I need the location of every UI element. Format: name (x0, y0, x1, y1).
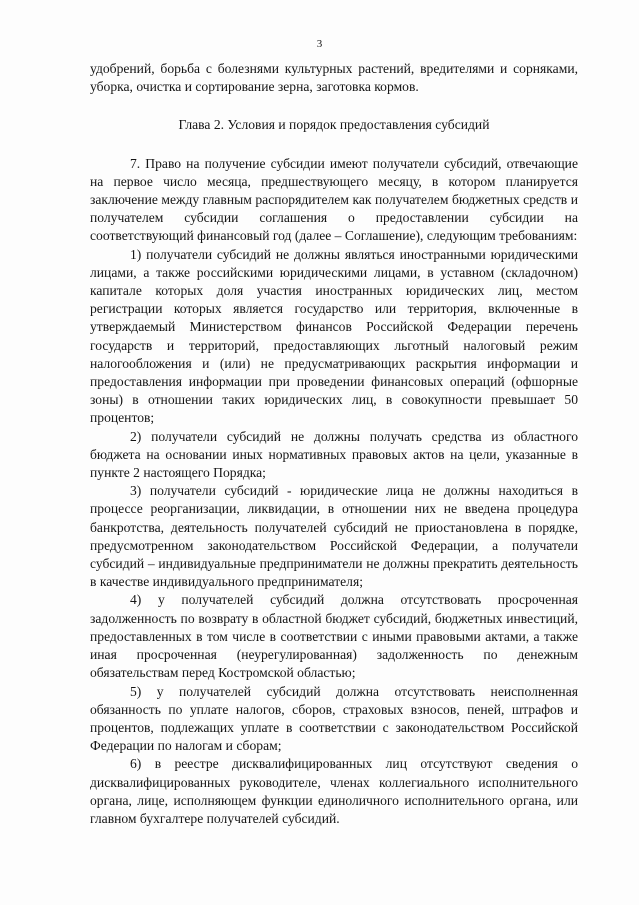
paragraph-item-2: 2) получатели субсидий не должны получать средства из областного бюджета на основании иных нормативных правовых актов на цели, указанные в пункте 2 настоящего Порядка; (90, 428, 578, 481)
intro-paragraph: удобрений, борьба с болезнями культурных растений, вредителями и сорняками, уборка, очистка и сортирование зерна, заготовка кормов. (90, 61, 578, 95)
paragraph-item-3: 3) получатели субсидий - юридические лица не должны находиться в процессе реорганизации, ликвидации, в отношении них не введена процедура банкротства, деятельность получателей субсидий не приостановлена в порядке, предусмотренном законодательством Российской Федерации, а получатели субсидий – индивидуальные предприниматели не должны прекратить деятельность в качестве индивидуального предпринимателя; (90, 483, 578, 590)
chapter-heading: Глава 2. Условия и порядок предоставления субсидий (178, 117, 490, 133)
paragraph-item-5: 5) у получателей субсидий должна отсутствовать неисполненная обязанность по уплате налогов, сборов, страховых взносов, пеней, штрафов и процентов, подлежащих уплате в соответствии с законодательством Российской Федерации по налогам и сборам; (90, 683, 578, 754)
page-number: 3 (316, 38, 323, 50)
paragraph-clause-7: 7. Право на получение субсидии имеют получатели субсидий, отвечающие на первое число месяца, предшествующего месяцу, в котором планируется заключение между главным распорядителем как получателем бюджетных средств и получателем субсидии соглашения о предоставлении субсидии на соответствующий финансовый год (далее – Соглашение), следующим требованиям: (90, 155, 578, 244)
paragraph-item-1: 1) получатели субсидий не должны являться иностранными юридическими лицами, а также российскими юридическими лицами, в уставном (складочном) капитале которых доля участия иностранных юридических лиц, местом регистрации которых является государство или территория, включенные в утверждаемый Министерством финансов Российской Федерации перечень государств и территорий, предоставляющих льготный налоговый режим налогообложения и (или) не предусматривающих раскрытия информации и предоставления информации при проведении финансовых операций (офшорные зоны) в отношении таких юридических лиц, в совокупности превышает 50 процентов; (90, 246, 578, 426)
document-body (90, 60, 578, 828)
paragraph-item-4: 4) у получателей субсидий должна отсутствовать просроченная задолженность по возврату в областной бюджет субсидий, бюджетных инвестиций, предоставленных в том числе в соответствии с иными правовыми актами, а также иная просроченная (неурегулированная) задолженность по денежным обязательствам перед Костромской областью; (90, 592, 578, 681)
paragraph-item-6: 6) в реестре дисквалифицированных лиц отсутствуют сведения о дисквалифицированных руководителе, членах коллегиального исполнительного органа, лице, исполняющем функции единоличного исполнительного органа, или главном бухгалтере получателей субсидий. (90, 756, 578, 826)
